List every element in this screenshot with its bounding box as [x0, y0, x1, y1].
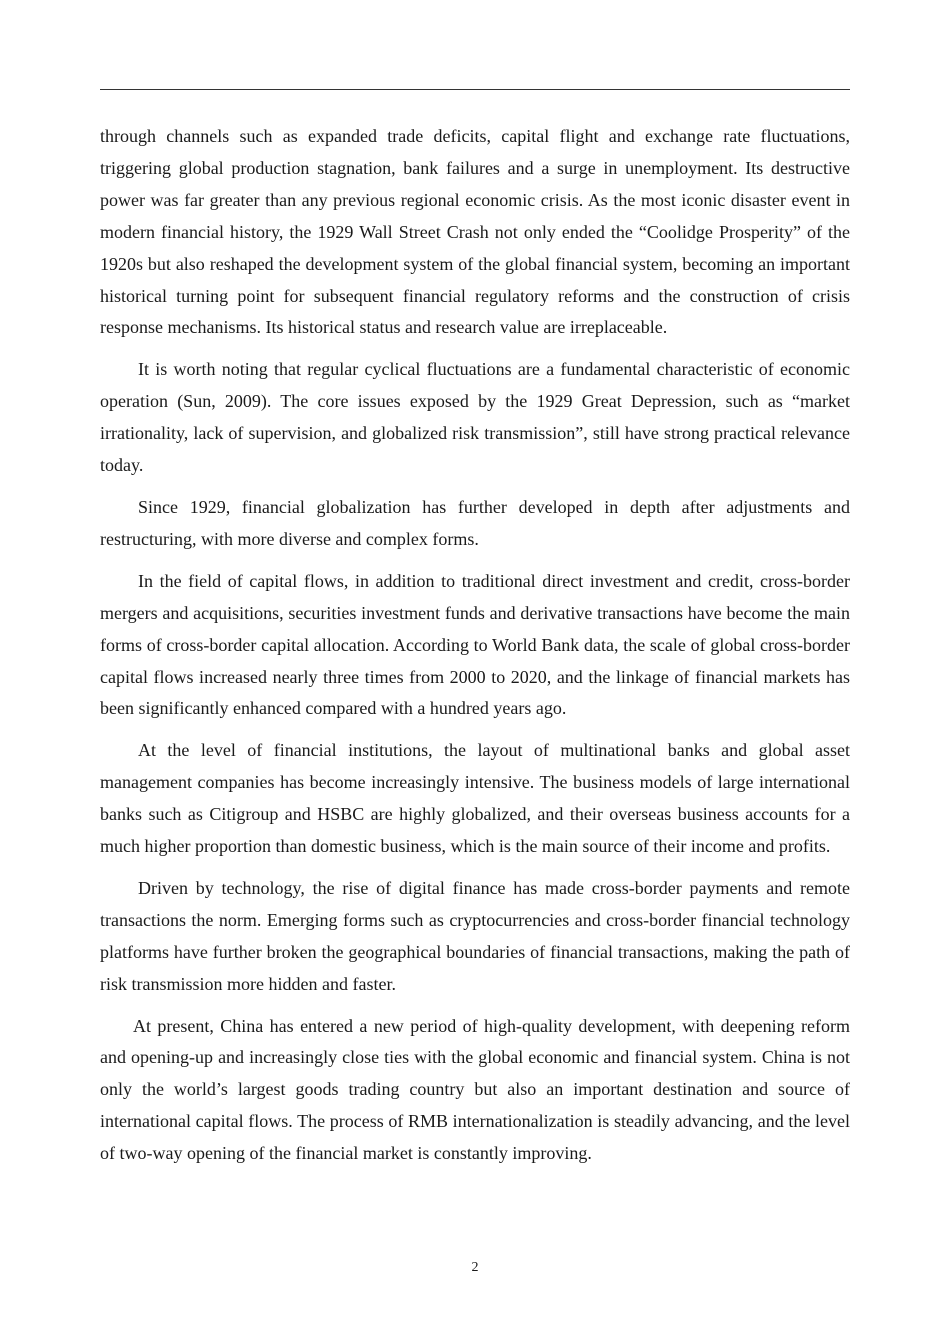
paragraph-digital-finance: Driven by technology, the rise of digital finance has made cross-border payments and remote transactions the norm. Emerging forms such as cryptocurrencies and cross-border financial technology platforms have further broken the geographical boundaries of financial transactions, making the path of risk transmission more hidden and faster.	[100, 877, 850, 994]
paragraph-cyclical-fluctuations: It is worth noting that regular cyclical fluctuations are a fundamental characteristic of economic operation (Sun, 2009). The core issues exposed by the 1929 Great Depression, such as “market irrationality, lack of supervision, and globalized risk transmission”, still have strong practical relevance today.	[100, 359, 850, 476]
paragraph-financial-globalization: Since 1929, financial globalization has further developed in depth after adjustments and restructuring, with more diverse and complex forms.	[100, 496, 850, 549]
page-number: 2	[471, 1260, 479, 1275]
paragraph-financial-institutions: At the level of financial institutions, the layout of multinational banks and global asset management companies has become increasingly intensive. The business models of large international banks such as Citigroup and HSBC are highly globalized, and their overseas business accounts for a much higher proportion than domestic business, which is the main source of their income and profits.	[100, 740, 850, 857]
document-body	[100, 121, 850, 1180]
paragraph-china-development: At present, China has entered a new period of high-quality development, with deepening reform and opening-up and increasingly close ties with the global economic and financial system. China is not only the world’s largest goods trading country but also an important destination and source of international capital flows. The process of RMB internationalization is steadily advancing, and the level of two-way opening of the financial market is constantly improving.	[100, 1015, 850, 1164]
paragraph-continuation: through channels such as expanded trade deficits, capital flight and exchange rate fluctuations, triggering global production stagnation, bank failures and a surge in unemployment. Its destructive power was far greater than any previous regional economic crisis. As the most iconic disaster event in modern financial history, the 1929 Wall Street Crash not only ended the “Coolidge Prosperity” of the 1920s but also reshaped the development system of the global financial system, becoming an important historical turning point for subsequent financial regulatory reforms and the construction of crisis response mechanisms. Its historical status and research value are irreplaceable.	[100, 126, 850, 338]
paragraph-capital-flows: In the field of capital flows, in addition to traditional direct investment and credit, cross-border mergers and acquisitions, securities investment funds and derivative transactions have become the main forms of cross-border capital allocation. According to World Bank data, the scale of global cross-border capital flows increased nearly three times from 2000 to 2020, and the linkage of financial markets has been significantly enhanced compared with a hundred years ago.	[100, 570, 850, 719]
header-rule	[100, 89, 850, 90]
